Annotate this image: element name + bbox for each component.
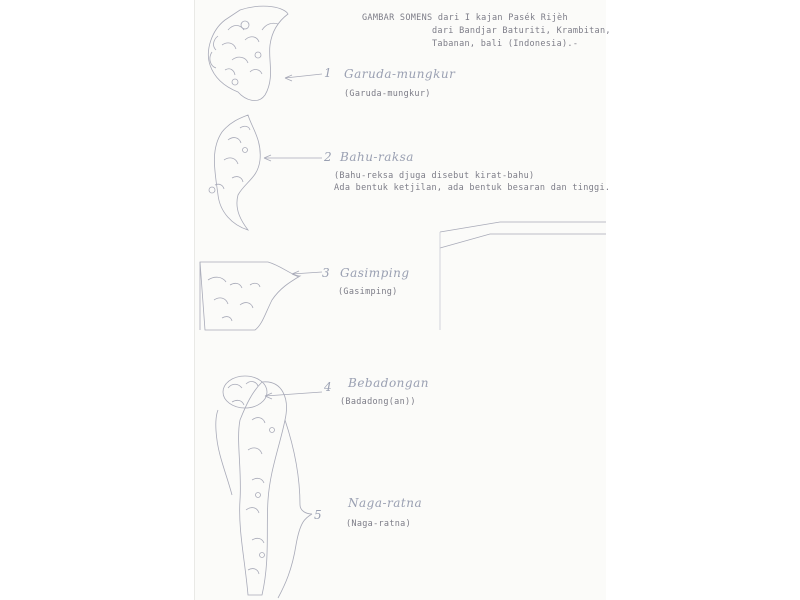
item-script-label-4: Bebadongan — [348, 376, 429, 390]
item-number-2: 2 — [324, 150, 332, 164]
document-header-line-2: dari Bandjar Baturiti, Krambitan, — [432, 26, 611, 36]
item-number-3: 3 — [322, 266, 330, 280]
item-script-label-3: Gasimping — [340, 266, 410, 280]
item-number-4: 4 — [324, 380, 332, 394]
bahu-reksa-drawing — [209, 115, 260, 230]
garuda-mungkur-drawing — [208, 6, 288, 100]
item-script-label-2: Bahu-raksa — [340, 150, 414, 164]
gasimping-drawing — [200, 262, 300, 330]
item-typed-label-5: (Naga-ratna) — [346, 519, 412, 529]
item-typed-label-2: (Bahu-reksa djuga disebut kirat-bahu) — [334, 171, 535, 181]
item-script-label-5: Naga-ratna — [348, 496, 423, 510]
item-typed-label-1: (Garuda-mungkur) — [344, 89, 431, 99]
item-number-1: 1 — [324, 66, 332, 80]
item-script-label-1: Garuda-mungkur — [344, 67, 456, 81]
item-typed-label-3: (Gasimping) — [338, 287, 398, 297]
document-header-line-1: GAMBAR SOMENS dari I kajan Pasék Rijèh — [362, 13, 568, 23]
document-header-line-3: Tabanan, bali (Indonesia).- — [432, 39, 579, 49]
item-typed-label-4: (Badadong(an)) — [340, 397, 416, 407]
naga-ratna-drawing — [216, 382, 287, 595]
item-number-5: 5 — [314, 508, 322, 522]
badadongan-drawing — [223, 376, 267, 408]
pointer-line-4 — [265, 392, 322, 396]
item-note-2: Ada bentuk ketjilan, ada bentuk besaran dan tinggi. — [334, 183, 611, 193]
fold-line — [440, 222, 606, 232]
bracket-5 — [285, 420, 312, 514]
